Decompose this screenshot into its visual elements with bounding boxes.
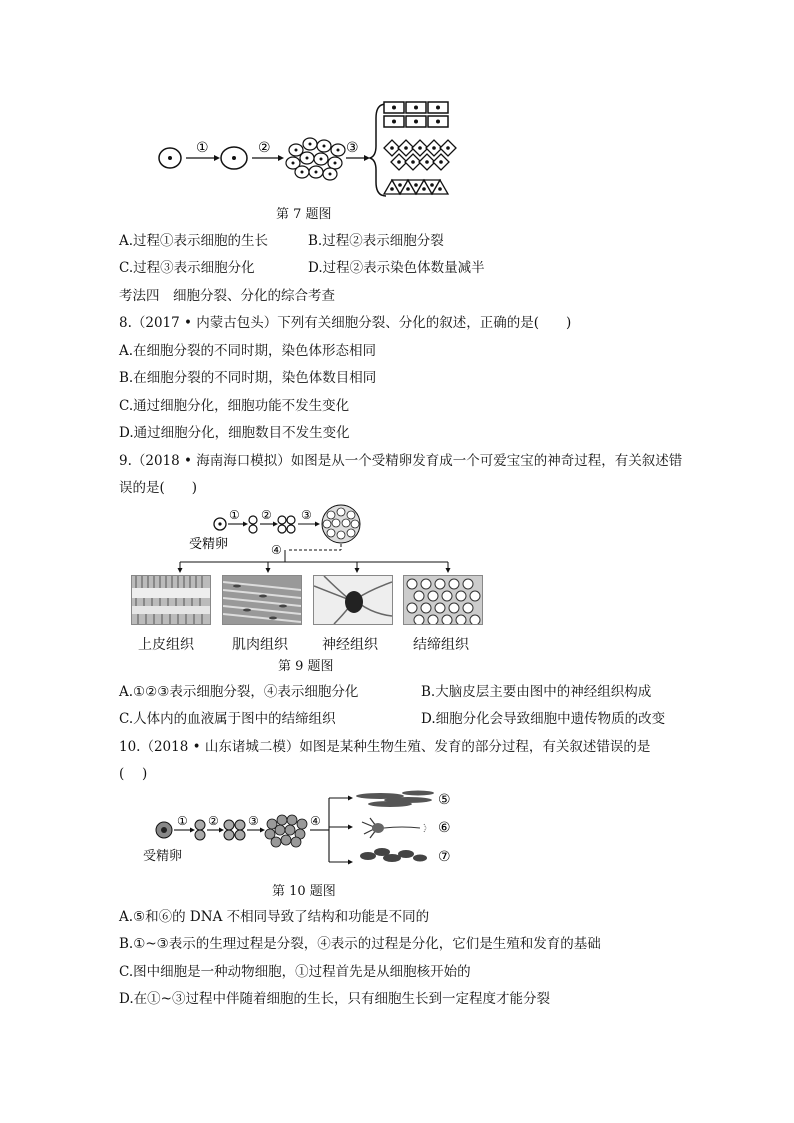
fig10-morula [265, 815, 307, 847]
q7-option-d: D.过程②表示染色体数量减半 [308, 260, 485, 276]
fig10-outcome-6: ⑥ [438, 820, 451, 836]
q9-option-a: A.①②③表示细胞分裂，④表示细胞分化 [119, 684, 359, 700]
fig10-step-2: ② [208, 814, 219, 828]
figure-9-diagram [125, 502, 490, 574]
fig7-step-2: ② [258, 140, 271, 156]
fig10-step-1: ① [177, 814, 188, 828]
q8-option-c: C.通过细胞分化，细胞功能不发生变化 [119, 398, 350, 414]
fig7-cell-cluster [286, 138, 345, 180]
q10-option-d: D.在①~③过程中伴随着细胞的生长，只有细胞生长到一定程度才能分裂 [119, 991, 550, 1007]
figure-7-diagram [150, 96, 460, 200]
q10-option-a: A.⑤和⑥的 DNA 不相同导致了结构和功能是不同的 [119, 909, 430, 925]
fig9-step-3: ③ [301, 508, 312, 522]
q10-option-c: C.图中细胞是一种动物细胞，①过程首先是从细胞核开始的 [119, 964, 471, 980]
fig7-triangle-cells [384, 180, 448, 194]
fig10-outcome-5: ⑤ [438, 792, 451, 808]
figure-9-caption: 第 9 题图 [278, 659, 334, 674]
q8-option-a: A.在细胞分裂的不同时期，染色体形态相同 [119, 343, 377, 359]
connective-tissue-image [403, 575, 483, 625]
fig10-outcome-5-cells [356, 791, 434, 808]
q10-stem-line-1: 10.（2018 • 山东诸城二模）如图是某种生物生殖、发育的部分过程，有关叙述错误的是 [119, 739, 651, 755]
fig10-outcome-6-neuron [362, 818, 426, 838]
q9-stem-line-2: 误的是( ) [119, 480, 198, 496]
fig9-step-4: ④ [271, 543, 282, 557]
q9-option-d: D.细胞分化会导致细胞中遗传物质的改变 [421, 711, 666, 727]
q9-option-c: C.人体内的血液属于图中的结缔组织 [119, 711, 336, 727]
tissue-label-muscle: 肌肉组织 [232, 637, 288, 653]
tissue-label-epithelial: 上皮组织 [138, 637, 194, 653]
fig10-step-3: ③ [248, 814, 259, 828]
q8-stem: 8.（2017 • 内蒙古包头）下列有关细胞分裂、分化的叙述，正确的是( ) [119, 315, 572, 331]
fig10-outcome-7: ⑦ [438, 849, 451, 865]
section-heading: 考法四 细胞分裂、分化的综合考查 [119, 288, 335, 304]
fig9-step-1: ① [229, 508, 240, 522]
epithelial-tissue-image [131, 575, 211, 625]
tissue-label-nerve: 神经组织 [322, 637, 378, 653]
q8-option-d: D.通过细胞分化，细胞数目不发生变化 [119, 425, 350, 441]
nerve-tissue-image [313, 575, 393, 625]
fig7-diamond-cells [384, 140, 456, 170]
q7-option-b: B.过程②表示细胞分裂 [308, 233, 444, 249]
fig10-outcome-7-cells [360, 848, 427, 862]
q8-option-b: B.在细胞分裂的不同时期，染色体数目相同 [119, 370, 377, 386]
tissue-label-connective: 结缔组织 [413, 637, 469, 653]
q9-option-b: B.大脑皮层主要由图中的神经组织构成 [421, 684, 652, 700]
fig7-step-1: ① [196, 140, 209, 156]
q10-option-b: B.①~③表示的生理过程是分裂，④表示的过程是分化，它们是生殖和发育的基础 [119, 936, 601, 952]
q10-stem-line-2: ( ) [119, 766, 148, 782]
figure-7-caption: 第 7 题图 [276, 207, 332, 222]
q7-option-a: A.过程①表示细胞的生长 [119, 233, 269, 249]
fig10-step-4: ④ [310, 814, 321, 828]
q7-option-c: C.过程③表示细胞分化 [119, 260, 255, 276]
muscle-tissue-image [222, 575, 302, 625]
figure-10-caption: 第 10 题图 [272, 884, 336, 899]
q9-stem-line-1: 9.（2018 • 海南海口模拟）如图是从一个受精卵发育成一个可爱宝宝的神奇过程，有关叙述错 [119, 453, 683, 469]
fig9-step-2: ② [261, 508, 272, 522]
fig9-zygote-label: 受精卵 [189, 537, 229, 552]
fig7-step-3: ③ [346, 140, 359, 156]
fig10-zygote-label: 受精卵 [143, 849, 183, 864]
figure-10-diagram [140, 788, 470, 866]
